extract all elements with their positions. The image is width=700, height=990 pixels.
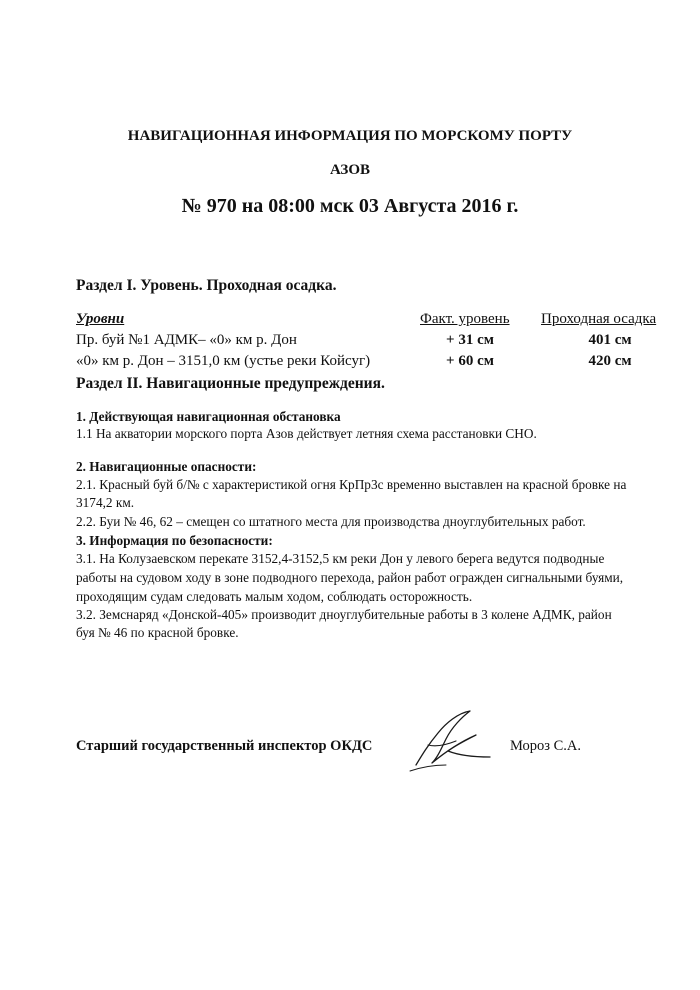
row2-draft: 420 см bbox=[588, 353, 632, 369]
sub2-line: 2.2. Буи № 46, 62 – смещен со штатного места для производства дноуглубительных работ. bbox=[76, 514, 586, 529]
signatory-title: Старший государственный инспектор ОКДС bbox=[76, 738, 373, 754]
row2-level: + 60 см bbox=[446, 353, 494, 369]
col-header-fact-level: Факт. уровень bbox=[420, 311, 510, 327]
sub2-line: 3174,2 км. bbox=[76, 495, 135, 510]
sub1-title: 1. Действующая навигационная обстановка bbox=[76, 409, 341, 424]
sub2-line: 2.1. Красный буй б/№ с характеристикой огня КрПр3с временно выставлен на красной бровке на bbox=[76, 477, 627, 492]
signatory-name: Мороз С.А. bbox=[510, 738, 582, 754]
sub2-title: 2. Навигационные опасности: bbox=[76, 459, 257, 474]
col-header-levels: Уровни bbox=[76, 311, 125, 327]
row2-name: «0» км р. Дон – 3151,0 км (устье реки Койсуг) bbox=[76, 353, 371, 369]
document-title: НАВИГАЦИОННАЯ ИНФОРМАЦИЯ ПО МОРСКОМУ ПОРТУ bbox=[127, 128, 573, 144]
sub3-line: 3.2. Земснаряд «Донской-405» производит дноуглубительные работы в 3 колене АДМК, район bbox=[76, 607, 612, 622]
row1-level: + 31 см bbox=[446, 332, 494, 348]
sub3-line: буя № 46 по красной бровке. bbox=[76, 625, 239, 640]
col-header-draft: Проходная осадка bbox=[541, 311, 657, 327]
sub3-title: 3. Информация по безопасности: bbox=[76, 533, 273, 548]
handwritten-signature bbox=[398, 705, 498, 775]
row1-draft: 401 см bbox=[588, 332, 632, 348]
row1-name: Пр. буй №1 АДМК– «0» км р. Дон bbox=[76, 332, 297, 348]
sub3-line: 3.1. На Колузаевском перекате 3152,4-3152,5 км реки Дон у левого берега ведутся подводные bbox=[76, 551, 605, 566]
sub1-line: 1.1 На акватории морского порта Азов действует летняя схема расстановки СНО. bbox=[76, 426, 537, 441]
section2-heading: Раздел II. Навигационные предупреждения. bbox=[76, 375, 385, 392]
section1-heading: Раздел I. Уровень. Проходная осадка. bbox=[76, 277, 337, 294]
sub3-line: работы на судовом ходу в зоне подводного перехода, район работ огражден сигнальными буями, bbox=[76, 570, 624, 585]
issue-line: № 970 на 08:00 мск 03 Августа 2016 г. bbox=[181, 195, 519, 217]
port-name: АЗОВ bbox=[329, 162, 371, 178]
sub3-line: проходящим судам следовать малым ходом, соблюдать осторожность. bbox=[76, 589, 473, 604]
